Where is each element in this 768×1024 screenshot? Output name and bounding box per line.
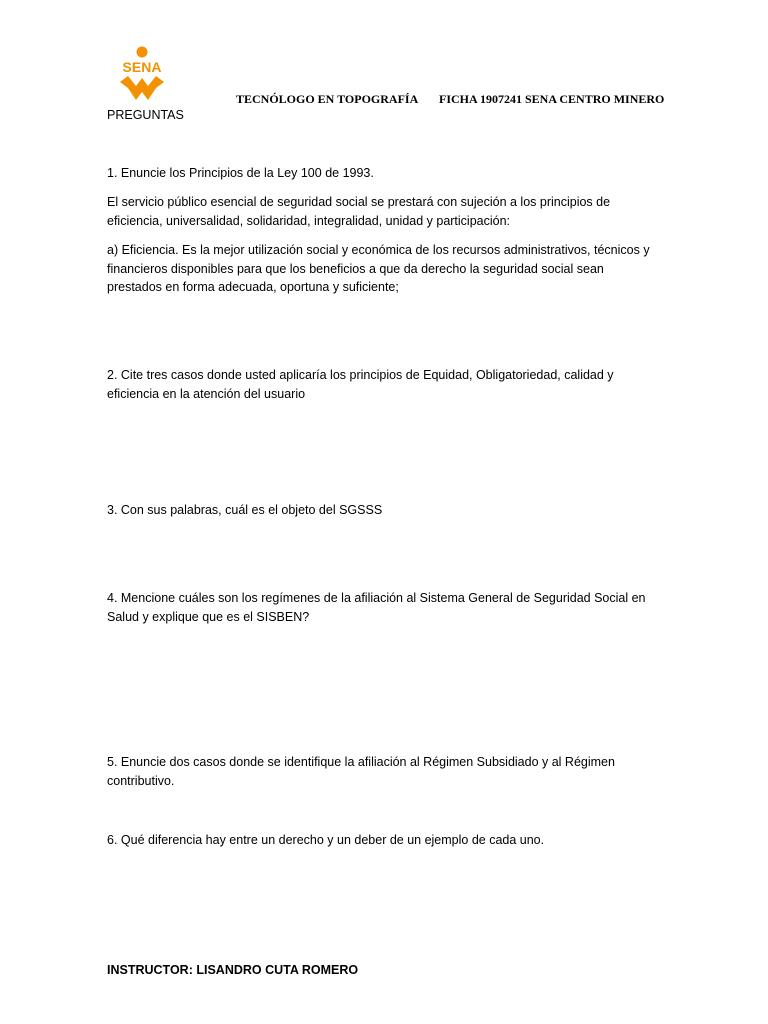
logo-text: SENA <box>122 59 162 75</box>
question-3-line: 3. Con sus palabras, cuál es el objeto del SGSSS <box>107 503 383 517</box>
ficha-info: FICHA 1907241 SENA CENTRO MINERO <box>439 92 665 106</box>
question-3 <box>107 501 382 520</box>
question-4-line: Salud y explique que es el SISBEN? <box>107 609 310 624</box>
question-5 <box>107 753 615 790</box>
question-6 <box>107 831 544 850</box>
question-5-line: 5. Enuncie dos casos donde se identifique la afiliación al Régimen Subsidiado y al Régimen <box>107 755 615 769</box>
question-1: 1. Enuncie los Principios de la Ley 100 de 1993. <box>107 166 374 180</box>
instructor-name: INSTRUCTOR: LISANDRO CUTA ROMERO <box>107 963 359 977</box>
q1-paragraph-line: eficiencia, universalidad, solidaridad, integralidad, unidad y participación: <box>107 213 511 228</box>
q1-paragraph <box>107 193 610 230</box>
question-6-line: 6. Qué diferencia hay entre un derecho y un deber de un ejemplo de cada uno. <box>107 833 545 847</box>
question-4-line: 4. Mencione cuáles son los regímenes de la afiliación al Sistema General de Seguridad Social en <box>107 591 646 605</box>
q1-item-a-line: prestados en forma adecuada, oportuna y suficiente; <box>107 280 399 294</box>
sena-logo <box>114 46 170 102</box>
preguntas-label: PREGUNTAS <box>107 108 184 122</box>
question-4 <box>107 589 646 626</box>
question-2-line: eficiencia en la atención del usuario <box>107 386 306 401</box>
q1-paragraph-line: El servicio público esencial de seguridad social se prestará con sujeción a los principios de <box>107 195 611 209</box>
program-title: TECNÓLOGO EN TOPOGRAFÍA <box>236 92 419 106</box>
q1-item-a-line: a) Eficiencia. Es la mejor utilización social y económica de los recursos administrativos, técnicos y <box>107 243 650 257</box>
q1-item-a <box>107 241 650 297</box>
question-2 <box>107 366 614 403</box>
question-5-line: contributivo. <box>107 773 175 788</box>
q1-item-a-line: financieros disponibles para que los beneficios a que da derecho la seguridad social sean <box>107 261 604 276</box>
question-2-line: 2. Cite tres casos donde usted aplicaría los principios de Equidad, Obligatoriedad, calidad y <box>107 368 614 382</box>
